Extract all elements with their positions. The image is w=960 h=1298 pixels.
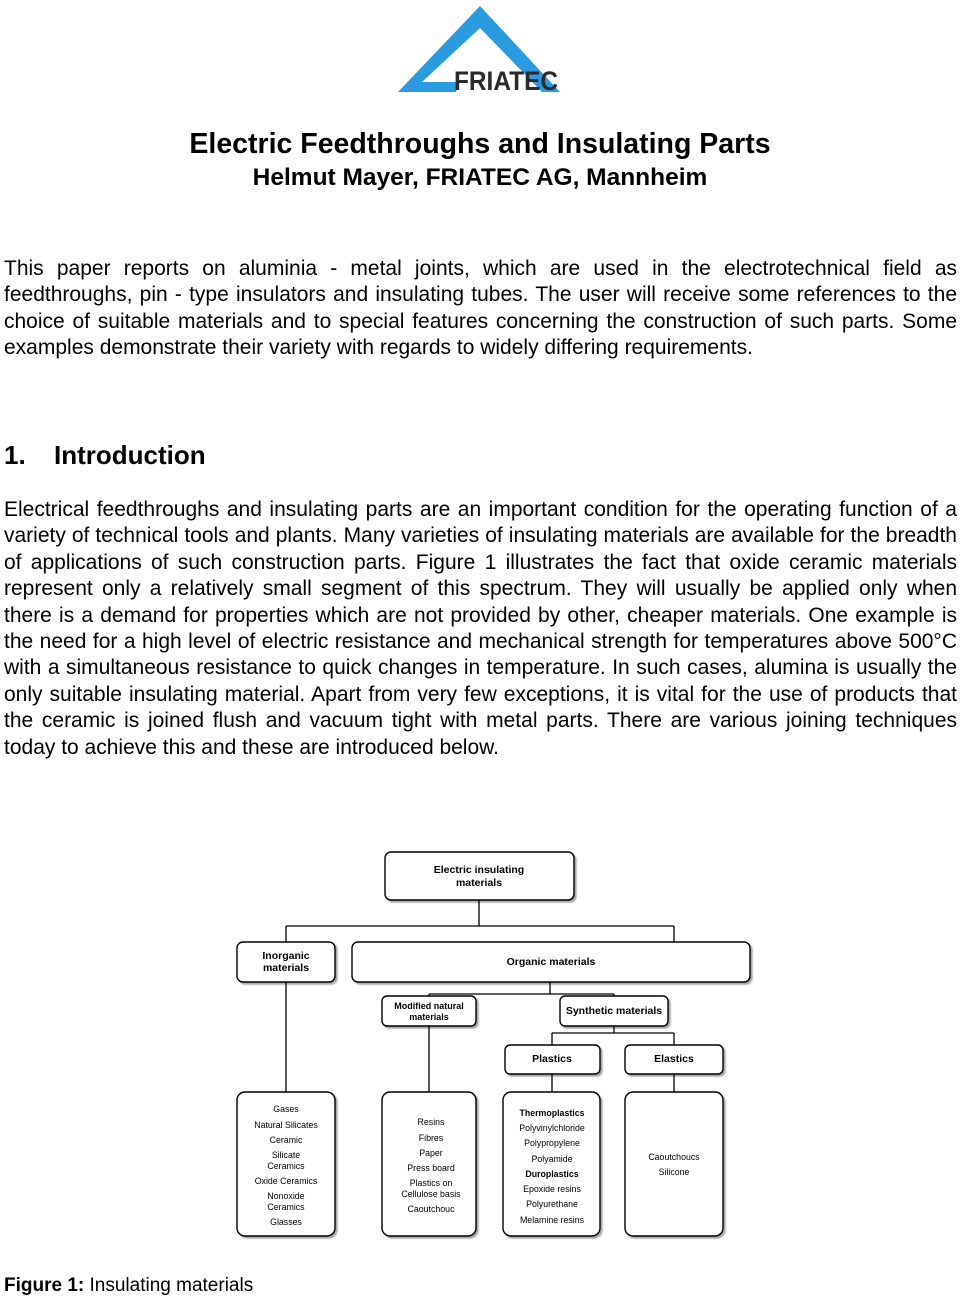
list-inorganic-item: Ceramics: [267, 1202, 305, 1212]
section-title: Introduction: [54, 440, 206, 470]
list-modified-item: Caoutchouc: [407, 1204, 455, 1214]
figure-caption-text: Insulating materials: [89, 1275, 254, 1296]
list-plastics-item: Melamine resins: [519, 1215, 585, 1225]
list-plastics-item: Thermoplastics: [519, 1108, 585, 1118]
list-inorganic-item: Oxide Ceramics: [254, 1176, 318, 1186]
paper-title: Electric Feedthroughs and Insulating Parts: [189, 128, 771, 160]
label-organic-materials: Organic materials: [506, 956, 596, 968]
list-plastics-item: Polypropylene: [524, 1138, 580, 1148]
section-number: 1.: [4, 440, 26, 470]
list-plastics-item: Polyamide: [531, 1154, 573, 1164]
section-heading: [4, 439, 206, 471]
list-elastics-item: Silicone: [658, 1167, 690, 1177]
list-modified-item: Paper: [419, 1148, 443, 1158]
list-modified-item: Press board: [407, 1163, 455, 1173]
figure-caption-label: Figure 1:: [4, 1275, 85, 1296]
insulating-materials-diagram: [0, 840, 960, 1250]
list-plastics-item: Duroplastics: [525, 1169, 579, 1179]
list-modified-item: Cellulose basis: [401, 1189, 461, 1199]
paper-author: Helmut Mayer, FRIATEC AG, Mannheim: [252, 164, 708, 191]
list-inorganic-item: Gases: [273, 1104, 299, 1114]
list-plastics-item: Polyvinylchloride: [519, 1123, 585, 1133]
label-plastics: Plastics: [532, 1053, 572, 1065]
list-inorganic-item: Ceramics: [267, 1161, 305, 1171]
list-plastics-item: Polyurethane: [526, 1199, 578, 1209]
intro-paragraph: Electrical feedthroughs and insulating parts are an important condition for the operating function of a variety of technical tools and plants. Many varieties of insulating materials are available for the breadth of applications of such construction parts. Figure 1 illustrates the fact that oxide ceramic materials represent only a relatively small segment of this spectrum. They will usually be applied only when there is a demand for properties which are not provided by other, cheaper materials. One example is the need for a high level of electric resistance and mechanical strength for temperatures above 500°C with a simultaneous resistance to quick changes in temperature. In such cases, alumina is usually the only suitable insulating material. Apart from very few exceptions, it is vital for the use of products that the ceramic is joined flush and vacuum tight with metal parts. There are various joining techniques today to achieve this and these are introduced below.: [4, 498, 957, 759]
box-electric-insulating-materials: [385, 852, 574, 900]
figure-caption: [4, 1274, 253, 1298]
list-inorganic-item: Ceramic: [269, 1135, 303, 1145]
label-synthetic-materials: Synthetic materials: [565, 1005, 663, 1017]
box-elastics-list: [625, 1092, 723, 1236]
label-modified-2: materials: [409, 1012, 449, 1022]
friatec-logo: [396, 4, 564, 96]
label-inorganic-2: materials: [262, 962, 310, 974]
label-modified-1: Modified natural: [394, 1001, 464, 1011]
list-modified-item: Plastics on: [409, 1178, 453, 1188]
logo-text: FRIATEC: [454, 66, 558, 96]
list-inorganic-item: Nonoxide: [267, 1191, 305, 1201]
abstract-paragraph: This paper reports on aluminia - metal joints, which are used in the electrotechnical field as feedthroughs, pin - type insulators and insulating tubes. The user will receive some references to the choice of suitable materials and to special features concerning the construction of such parts. Some examples demonstrate their variety with regards to widely differing requirements.: [4, 257, 957, 360]
label-electric-insulating-2: materials: [455, 877, 503, 889]
label-electric-insulating-1: Electric insulating: [433, 864, 525, 876]
list-modified-item: Fibres: [418, 1133, 444, 1143]
list-inorganic-item: Silicate: [271, 1150, 301, 1160]
label-inorganic-1: Inorganic: [262, 950, 310, 962]
list-inorganic-item: Glasses: [270, 1217, 302, 1227]
list-plastics-item: Epoxide resins: [523, 1184, 581, 1194]
list-modified-item: Resins: [417, 1117, 445, 1127]
label-elastics: Elastics: [654, 1053, 694, 1065]
list-elastics-item: Caoutchoucs: [648, 1152, 700, 1162]
list-inorganic-item: Natural Silicates: [254, 1120, 318, 1130]
